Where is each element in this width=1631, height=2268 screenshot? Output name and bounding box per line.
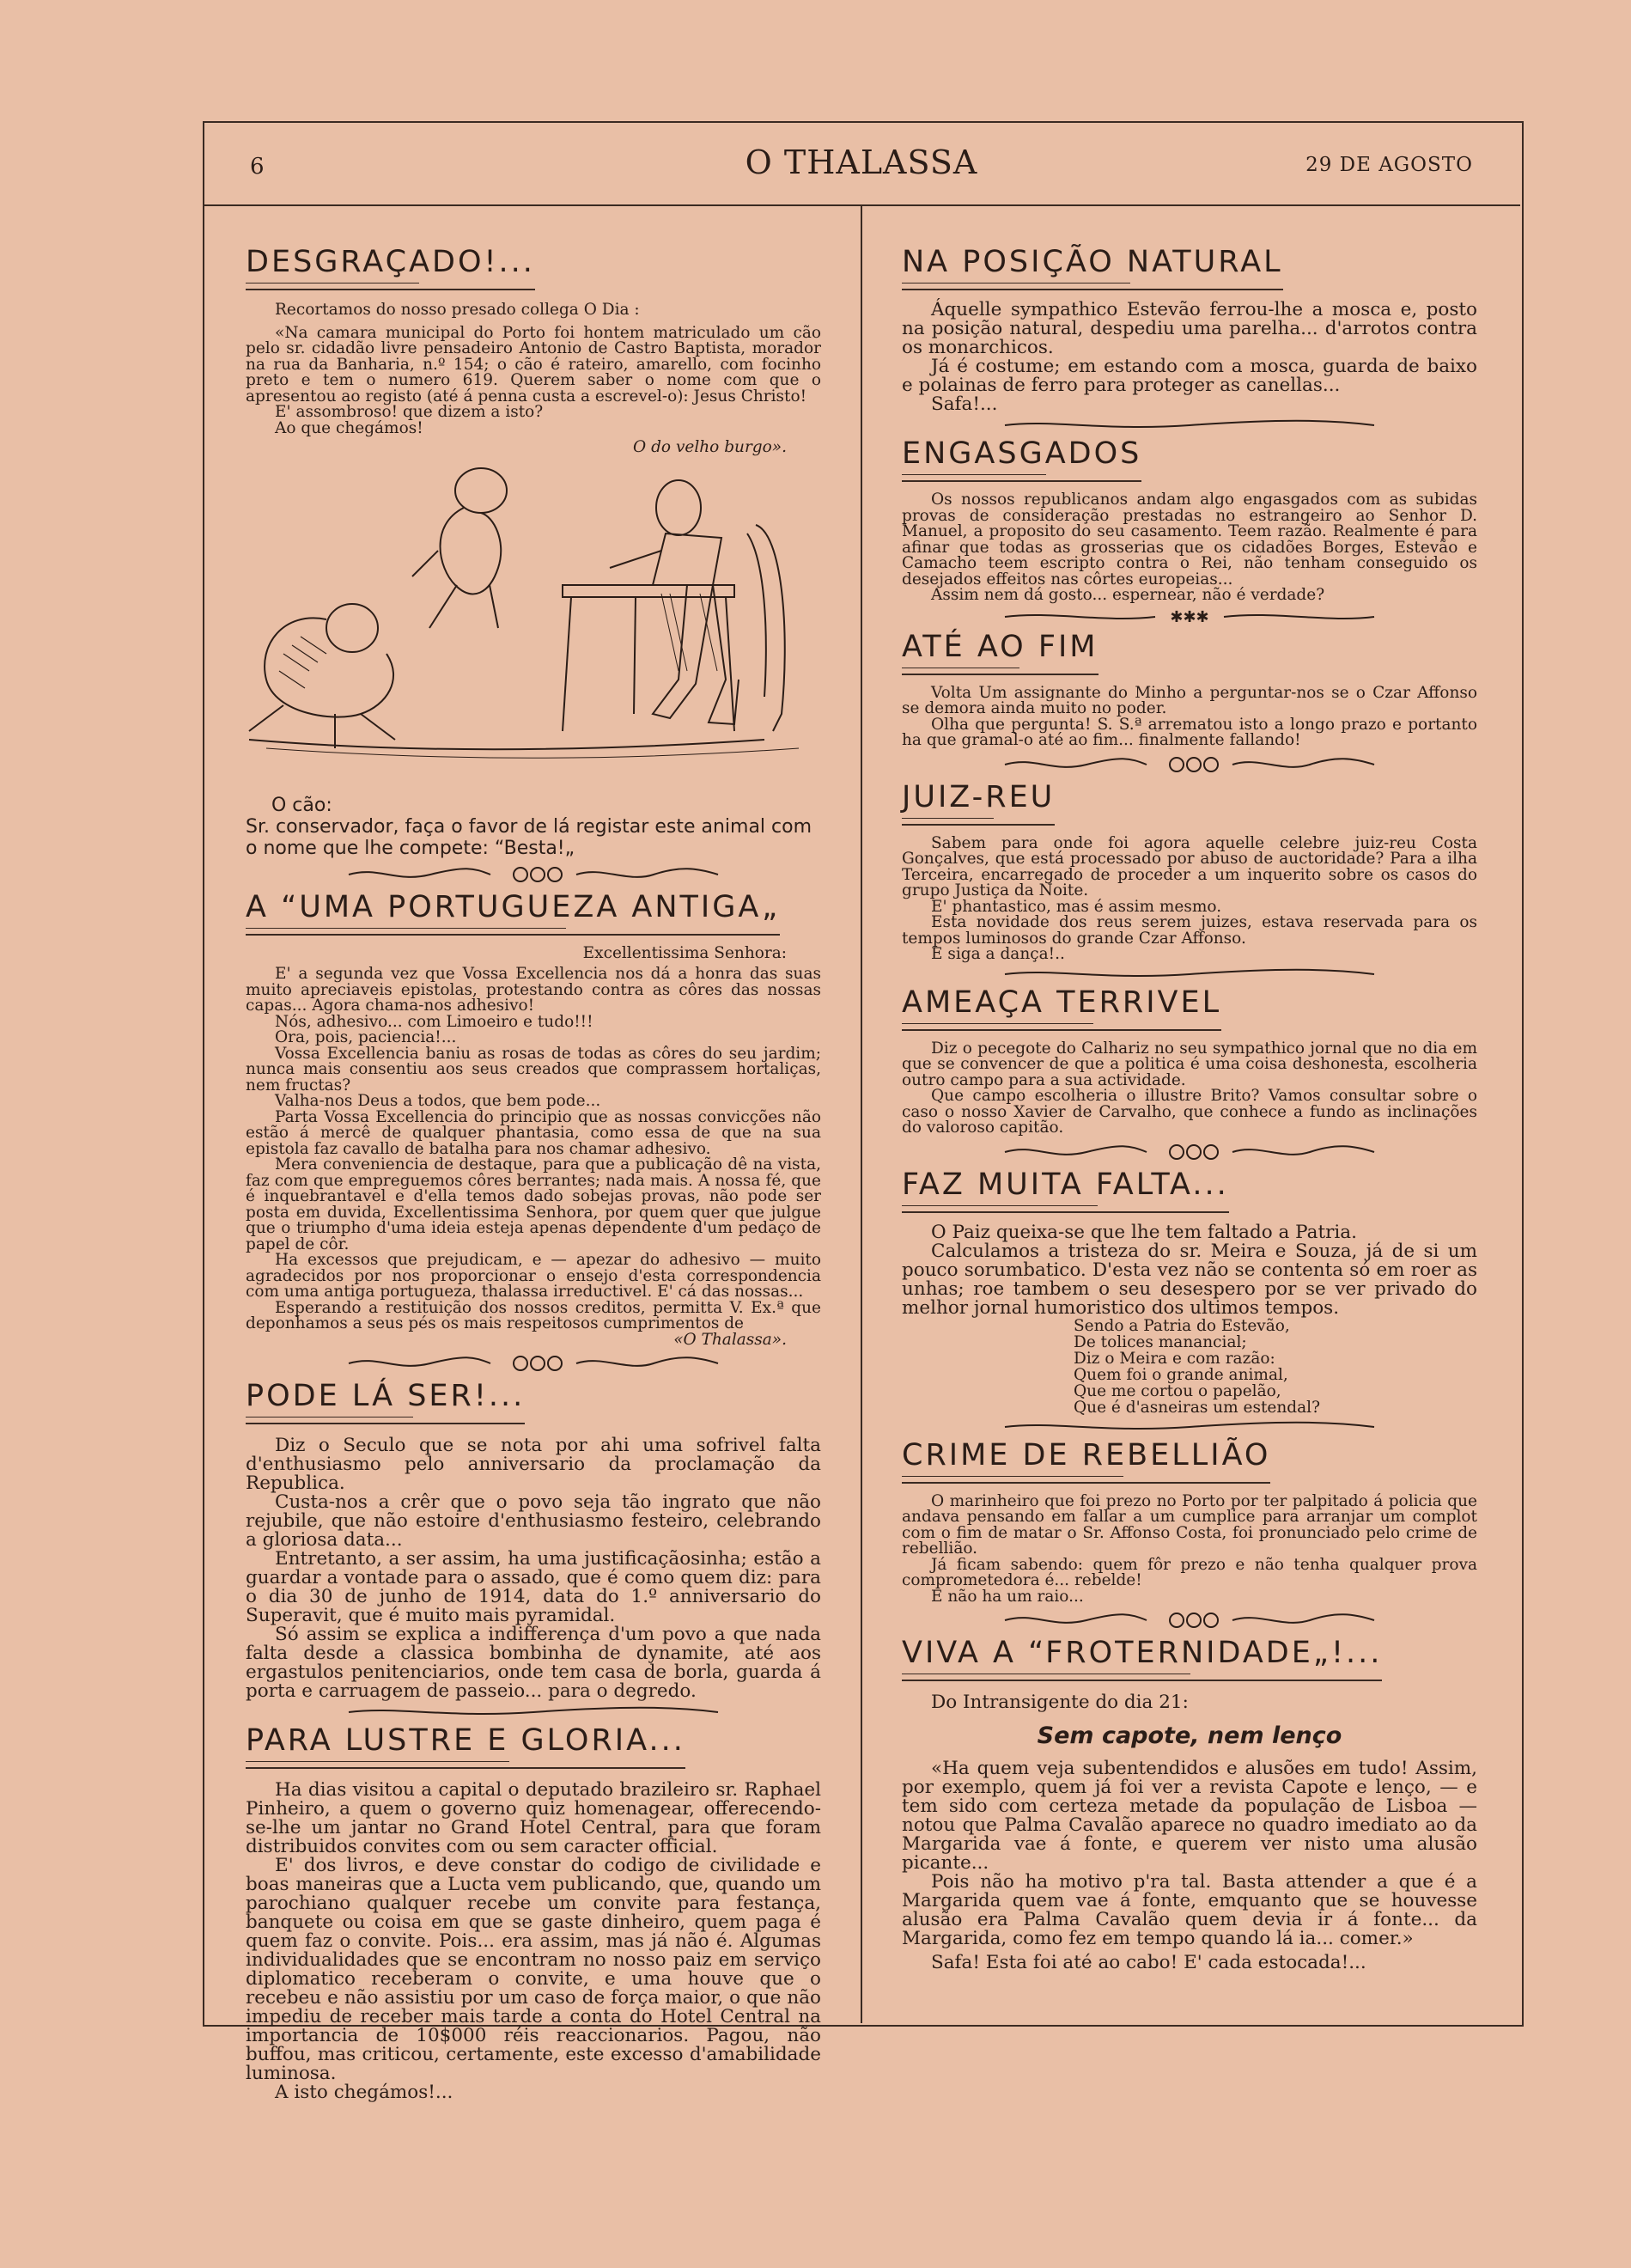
- page-header: [203, 121, 1520, 206]
- article-title: ENGASGADOS: [902, 436, 1141, 482]
- article-juiz-reu: [902, 780, 1477, 963]
- article-portugueza: [246, 890, 821, 1349]
- article-pode-la-ser: [246, 1379, 821, 1701]
- article-paragraph: «Ha quem veja subentendidos e alusões em tudo! Assim, por exemplo, quem já foi ver a revista Capote e lenço, — e tem sido com certeza metade da população de Lisboa — notou que Palma Cavalão aparece no quadro imediato ao da Margarida vae á fonte, e querem ver nisto uma alusão picante...: [902, 1758, 1477, 1874]
- article-title: NA POSIÇÃO NATURAL: [902, 245, 1283, 290]
- article-paragraph: Sabem para onde foi agora aquelle celebre juiz-reu Costa Gonçalves, que está processado por abuso de auctoridade? Para a ilha Terceira, encarregado de proceder a um inquerito sobre os casos do grupo Justiça da Noite.: [902, 833, 1477, 899]
- article-subheading: Sem capote, nem lenço: [1037, 1722, 1342, 1749]
- verse-line: Sendo a Patria do Estevão,: [1074, 1316, 1290, 1335]
- wavy-divider-icon: [1001, 968, 1378, 980]
- wavy-divider-icon: [1001, 419, 1378, 431]
- article-paragraph: O Paiz queixa-se que lhe tem faltado a Patria.: [931, 1221, 1357, 1243]
- article-paragraph: Esta novidade dos reus serem juizes, estava reservada para os tempos luminosos do grande Czar Affonso.: [902, 913, 1477, 948]
- article-paragraph: Ora, pois, paciencia!...: [275, 1028, 457, 1046]
- article-paragraph: Diz o pecegote do Calhariz no seu sympathico jornal que no dia em que se convencer de que a politica é uma coisa deshonesta, escolheria outro campo para a sua actividade.: [902, 1039, 1477, 1089]
- article-paragraph: Safa!...: [931, 393, 998, 415]
- article-signature: O do velho burgo».: [633, 438, 787, 456]
- article-faz-muita-falta: [902, 1168, 1477, 1416]
- article-paragraph: Que campo escolheria o illustre Brito? Vamos consultar sobre o caso o nosso Xavier de Carvalho, que conhece a fundo as inclinações do valoroso capitão.: [902, 1087, 1477, 1137]
- article-paragraph: A isto chegámos!...: [275, 2082, 453, 2103]
- article-paragraph: Olha que pergunta! S. S.ª arrematou isto a longo prazo e portanto ha que gramal-o até ao fim... finalmente fallando!: [902, 715, 1477, 749]
- ornament-divider-icon: [1001, 1142, 1378, 1162]
- cartoon-caption: Sr. conservador, faça o favor de lá registar este animal com o nome que lhe compete: “Besta!„: [246, 815, 812, 859]
- article-title: AMEAÇA TERRIVEL: [902, 985, 1221, 1031]
- article-paragraph: E' dos livros, e deve constar do codigo de civilidade e boas maneiras que a Lucta vem publicando, que, quando um parochiano qualquer recebe um convite para festança, banquete ou coisa em que se gaste dinheiro, quem paga é quem faz o convite. Pois... era assim, mas já não é. Algumas individualidades que se encontram no nosso paiz em serviço diplomatico receberam o convite, e uma houve que o recebeu e não assistiu por um caso de força maior, o que não impediu de receber mais tarde a conta do Hotel Central na importancia de 10$000 réis reaccionarios. Pagou, não buffou, mas criticou, certamente, este excesso d'amabilidade luminosa.: [246, 1855, 821, 2084]
- article-paragraph: Esperando a restituição dos nossos creditos, permitta V. Ex.ª que deponhamos a seus pés os mais respeitosos cumprimentos de: [246, 1298, 821, 1332]
- dog-head-icon: [455, 468, 507, 513]
- article-paragraph: Do Intransigente do dia 21:: [931, 1692, 1189, 1713]
- ornament-divider-icon: [1001, 1610, 1378, 1631]
- article-paragraph: Assim nem dá gosto... espernear, não é verdade?: [931, 586, 1325, 604]
- article-paragraph: Nós, adhesivo... com Limoeiro e tudo!!!: [275, 1012, 593, 1031]
- article-paragraph: Os nossos republicanos andam algo engasgados com as subidas provas de consideração prestadas no estrangeiro ao Senhor D. Manuel, a proposito do seu casamento. Teem razão. Realmente é para afinar que todas as grosserias que os cidadões Borges, Estevão e Camacho teem escripto contra o Rei, não tenham conseguido os desejados effeitos nas côrtes europeias...: [902, 491, 1477, 588]
- article-desgracado: [246, 245, 821, 859]
- article-paragraph: «Na camara municipal do Porto foi hontem matriculado um cão pelo sr. cidadão livre pensadeiro Antonio de Castro Baptista, morador na rua da Banharia, n.º 154; o cão é rateiro, amarello, com focinho preto e tem o numero 619. Querem saber o nome com que o apresentou ao registo (até á penna custa a escrevel-o): Jesus Christo!: [246, 323, 821, 405]
- wavy-divider-icon: [1001, 1421, 1378, 1433]
- verse-line: Diz o Meira e com razão:: [1074, 1349, 1275, 1368]
- article-paragraph: Recortamos do nosso presado collega O Dia :: [275, 301, 640, 319]
- article-paragraph: Calculamos a tristeza do sr. Meira e Souza, já de si um pouco sorumbatico. D'esta vez não se contenta só em roer as unhas; roe tambem o seu desespero por se ver privado do melhor jornal humoristico dos ultimos tempos.: [902, 1240, 1477, 1319]
- article-crime-rebelliao: [902, 1438, 1477, 1606]
- article-paragraph: Pois não ha motivo p'ra tal. Basta attender a que é a Margarida quem vae á fonte, emquanto que se houvesse alusão era Palma Cavalão quem devia ir á fonte... da Margarida, como fez em tempo quando lá ia... comer.»: [902, 1871, 1477, 1949]
- article-paragraph: Parta Vossa Excellencia do principio que as nossas convicções não estão á mercê de qualquer phantasia, como essa de que na sua epistola faz cavallo de batalha para nos chamar adhesivo.: [246, 1107, 821, 1158]
- left-column: [246, 206, 821, 2102]
- page-number: 6: [250, 154, 265, 180]
- article-paragraph: E siga a dança!..: [931, 945, 1065, 963]
- article-paragraph: Ha excessos que prejudicam, e — apezar do adhesivo — muito agradecidos por nos proporcionar o ensejo d'esta correspondencia com uma antiga portugueza, thalassa irreductivel. E' cá das nossas...: [246, 1251, 821, 1301]
- article-froternidade: [902, 1636, 1477, 1972]
- article-title: FAZ MUITA FALTA...: [902, 1168, 1229, 1213]
- article-paragraph: Ao que chegámos!: [275, 418, 423, 437]
- man-head-icon: [326, 604, 378, 652]
- article-paragraph: Só assim se explica a indifferença d'um povo a que nada falta desde a classica bombinha de dynamite, até aos ergastulos penitenciarios, onde tem casa de borla, guarda á porta e carruagem de passeio... para o degredo.: [246, 1624, 821, 1702]
- article-paragraph: O marinheiro que foi prezo no Porto por ter palpitado á policia que andava pensando em fallar a um cumplice para arranjar um complot com o fim de matar o Sr. Affonso Costa, foi pronunciado pelo crime de rebellião.: [902, 1491, 1477, 1558]
- article-paragraph: Ha dias visitou a capital o deputado brazileiro sr. Raphael Pinheiro, a quem o governo quiz homenagear, offerecendo-se-lhe um jantar no Grand Hotel Central, para que foram distribuidos convites com ou sem caracter official.: [246, 1779, 821, 1857]
- cartoon-caption: O cão:: [271, 794, 332, 816]
- article-paragraph: Diz o Seculo que se nota por ahi uma sofrivel falta d'enthusiasmo pelo anniversario da proclamação da Republica.: [246, 1435, 821, 1494]
- cartoon-illustration: [232, 456, 825, 783]
- article-title: PODE LÁ SER!...: [246, 1379, 525, 1424]
- article-title: DESGRAÇADO!...: [246, 245, 535, 290]
- article-paragraph: Áquelle sympathico Estevão ferrou-lhe a mosca e, posto na posição natural, despediu uma parelha... d'arrotos contra os monarchicos.: [902, 299, 1477, 358]
- article-lustre-gloria: [246, 1723, 821, 2102]
- article-paragraph: E' phantastico, mas é assim mesmo.: [931, 897, 1222, 916]
- article-title: A “UMA PORTUGUEZA ANTIGA„: [246, 890, 780, 936]
- svg-text:✱✱✱: ✱✱✱: [1170, 608, 1209, 625]
- column-divider: [861, 206, 862, 2023]
- article-paragraph: E não ha um raio...: [931, 1587, 1084, 1606]
- article-title: CRIME DE REBELLIÃO: [902, 1438, 1270, 1484]
- ornament-divider-icon: [1001, 754, 1378, 775]
- article-paragraph: Entretanto, a ser assim, ha uma justificaçãosinha; estão a guardar a vontade para o assado, que é como quem diz: para o dia 30 de junho de 1914, data do 1.º anniversario do Superavit, que é muito mais pyramidal.: [246, 1548, 821, 1626]
- verse-line: Que me cortou o papelão,: [1074, 1381, 1281, 1400]
- wavy-divider-icon: [344, 1706, 722, 1718]
- issue-date: 29 DE AGOSTO: [1305, 154, 1473, 176]
- letter-greeting: Excellentissima Senhora:: [582, 943, 787, 962]
- verse-line: De tolices manancial;: [1074, 1332, 1247, 1351]
- article-paragraph: Safa! Esta foi até ao cabo! E' cada estocada!...: [931, 1952, 1366, 1973]
- article-paragraph: E' assombroso! que dizem a isto?: [275, 403, 544, 421]
- article-title: PARA LUSTRE E GLORIA...: [246, 1723, 685, 1769]
- article-paragraph: Já é costume; em estando com a mosca, guarda de baixo e polainas de ferro para proteger as canellas...: [902, 356, 1477, 396]
- clerk-head-icon: [656, 480, 701, 535]
- verse-line: Quem foi o grande animal,: [1074, 1365, 1288, 1384]
- desk-top-icon: [563, 585, 734, 597]
- article-paragraph: Vossa Excellencia baniu as rosas de todas as côres do seu jardim; nunca mais consentiu aos seus creados que comprassem hortaliças, nem fructas?: [246, 1044, 821, 1094]
- article-paragraph: Já ficam sabendo: quem fôr prezo e não tenha qualquer prova comprometedora é... rebelde!: [902, 1555, 1477, 1589]
- verse-block: [1074, 1318, 1477, 1416]
- article-title: ATÉ AO FIM: [902, 630, 1098, 675]
- article-engasgados: [902, 436, 1477, 604]
- ornament-divider-icon: [344, 864, 722, 885]
- article-signature: «O Thalassa».: [673, 1330, 787, 1349]
- article-paragraph: Volta Um assignante do Minho a perguntar-nos se o Czar Affonso se demora ainda muito no poder.: [902, 683, 1477, 717]
- star-divider-icon: [1001, 609, 1378, 625]
- article-paragraph: Custa-nos a crêr que o povo seja tão ingrato que não rejubile, que não estoire d'enthusiasmo festeiro, celebrando a gloriosa data...: [246, 1491, 821, 1551]
- article-title: JUIZ-REU: [902, 780, 1055, 826]
- newspaper-title: O THALASSA: [745, 143, 978, 181]
- article-title: VIVA A “FROTERNIDADE„!...: [902, 1636, 1382, 1681]
- article-ameaca-terrivel: [902, 985, 1477, 1137]
- article-posicao-natural: [902, 245, 1477, 414]
- right-column: [902, 206, 1477, 1972]
- ornament-divider-icon: [344, 1353, 722, 1374]
- article-ate-ao-fim: [902, 630, 1477, 749]
- verse-line: Que é d'asneiras um estendal?: [1074, 1398, 1321, 1417]
- article-paragraph: E' a segunda vez que Vossa Excellencia nos dá a honra das suas muito apreciaveis epistolas, protestando contra as côres das nossas capas... Agora chama-nos adhesivo!: [246, 965, 821, 1015]
- article-paragraph: Valha-nos Deus a todos, que bem pode...: [275, 1092, 601, 1110]
- article-paragraph: Mera conveniencia de destaque, para que a publicação dê na vista, faz com que empreguemos côres berrantes; nada mais. A nossa fé, que é inquebrantavel e d'ella temos dado sobejas provas, não pode ser posta em duvida, Excellentissima Senhora, por quem quer que julgue que o triumpho d'uma ideia esteja apenas dependente d'um pedaço de papel de côr.: [246, 1155, 821, 1253]
